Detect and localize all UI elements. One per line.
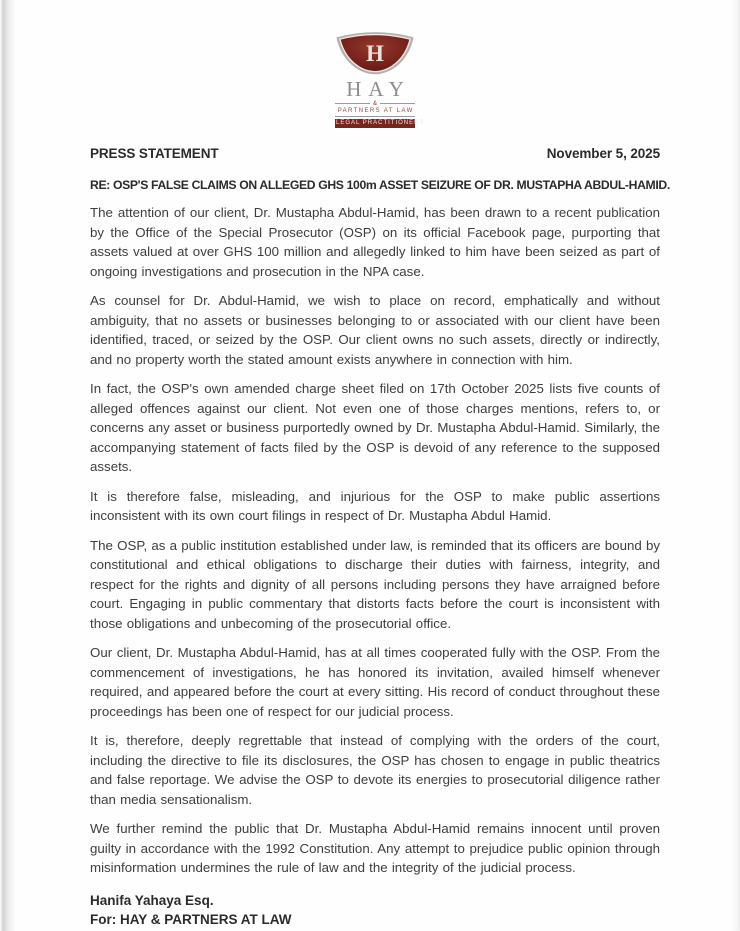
subject-line: RE: OSP'S FALSE CLAIMS ON ALLEGED GHS 100m ASSET SEIZURE OF DR. MUSTAPHA ABDUL-HAMID. — [90, 178, 670, 192]
rule-right — [380, 103, 415, 104]
firm-name: HAY — [346, 77, 411, 101]
letter-body — [90, 203, 660, 878]
law-firm-logo — [320, 26, 430, 128]
paragraph: The OSP, as a public institution established under law, is reminded that its officers are bound by constitutional and ethical obligations to discharge their duties with fairness, integrity, and respect for the rights and dignity of all persons including persons they have arraigned before court. Engaging in public commentary that distorts facts before the court is inconsistent with those obligations and unbecoming of the prosecutorial office. — [90, 537, 660, 631]
rule-left — [335, 103, 370, 104]
svg-text:H: H — [366, 41, 384, 67]
paragraph: The attention of our client, Dr. Mustapha Abdul-Hamid, has been drawn to a recent publication by the Office of the Special Prosecutor (OSP) on its official Facebook page, purporting that assets valued at over GHS 100 million and allegedly linked to him have been seized as part of ongoing investigations and prosecution in the NPA case. — [90, 205, 660, 279]
paragraph: In fact, the OSP's own amended charge sheet filed on 17th October 2025 lists five counts of alleged offences against our client. Not even one of those charges mentions, refers to, or concerns any asset or business purportedly owned by Dr. Mustapha Abdul-Hamid. Similarly, the accompanying statement of facts filed by the OSP is devoid of any reference to the supposed assets. — [90, 381, 660, 474]
shield-emblem-icon — [331, 26, 419, 76]
paragraph: It is therefore false, misleading, and injurious for the OSP to make public assertions inconsistent with its own court filings in respect of Dr. Mustapha Abdul Hamid. — [90, 488, 660, 523]
paragraph: As counsel for Dr. Abdul-Hamid, we wish to place on record, emphatically and without ambiguity, that no assets or businesses belonging to or associated with our client have been identified, traced, or seized by the OSP. Our client owns no such assets, directly or indirectly, and no property worth the stated amount exists anywhere in connection with him. — [90, 293, 660, 367]
firm-tagline: PARTNERS AT LAW — [335, 107, 415, 117]
ampersand-row — [335, 100, 415, 107]
document-date: November 5, 2025 — [546, 146, 660, 161]
ampersand: & — [373, 100, 378, 107]
header-row — [90, 146, 660, 161]
paragraph: It is, therefore, deeply regrettable that instead of complying with the orders of the court, including the directive to file its disclosures, the OSP has chosen to engage in public theatrics and false reportage. We advise the OSP to devote its energies to prosecutorial diligence rather than media sensationalism. — [90, 733, 660, 807]
firm-subtitle-bar: LEGAL PRACTITIONERS — [336, 120, 425, 126]
document-title: PRESS STATEMENT — [90, 146, 219, 161]
signatory-name: Hanifa Yahaya Esq. — [90, 892, 214, 908]
paragraph: We further remind the public that Dr. Mustapha Abdul-Hamid remains innocent until proven guilty in accordance with the 1992 Constitution. Any attempt to prejudice public opinion through misinformation undermines the rule of law and the integrity of the judicial process. — [90, 821, 660, 875]
paragraph: Our client, Dr. Mustapha Abdul-Hamid, has at all times cooperated fully with the OSP. From the commencement of investigations, he has honored its invitation, availed himself whenever required, and appeared before the court at every sitting. His record of conduct throughout these proceedings has been one of respect for our judicial process. — [90, 645, 660, 719]
signature-block — [90, 891, 660, 930]
signatory-firm: For: HAY & PARTNERS AT LAW — [90, 912, 292, 927]
